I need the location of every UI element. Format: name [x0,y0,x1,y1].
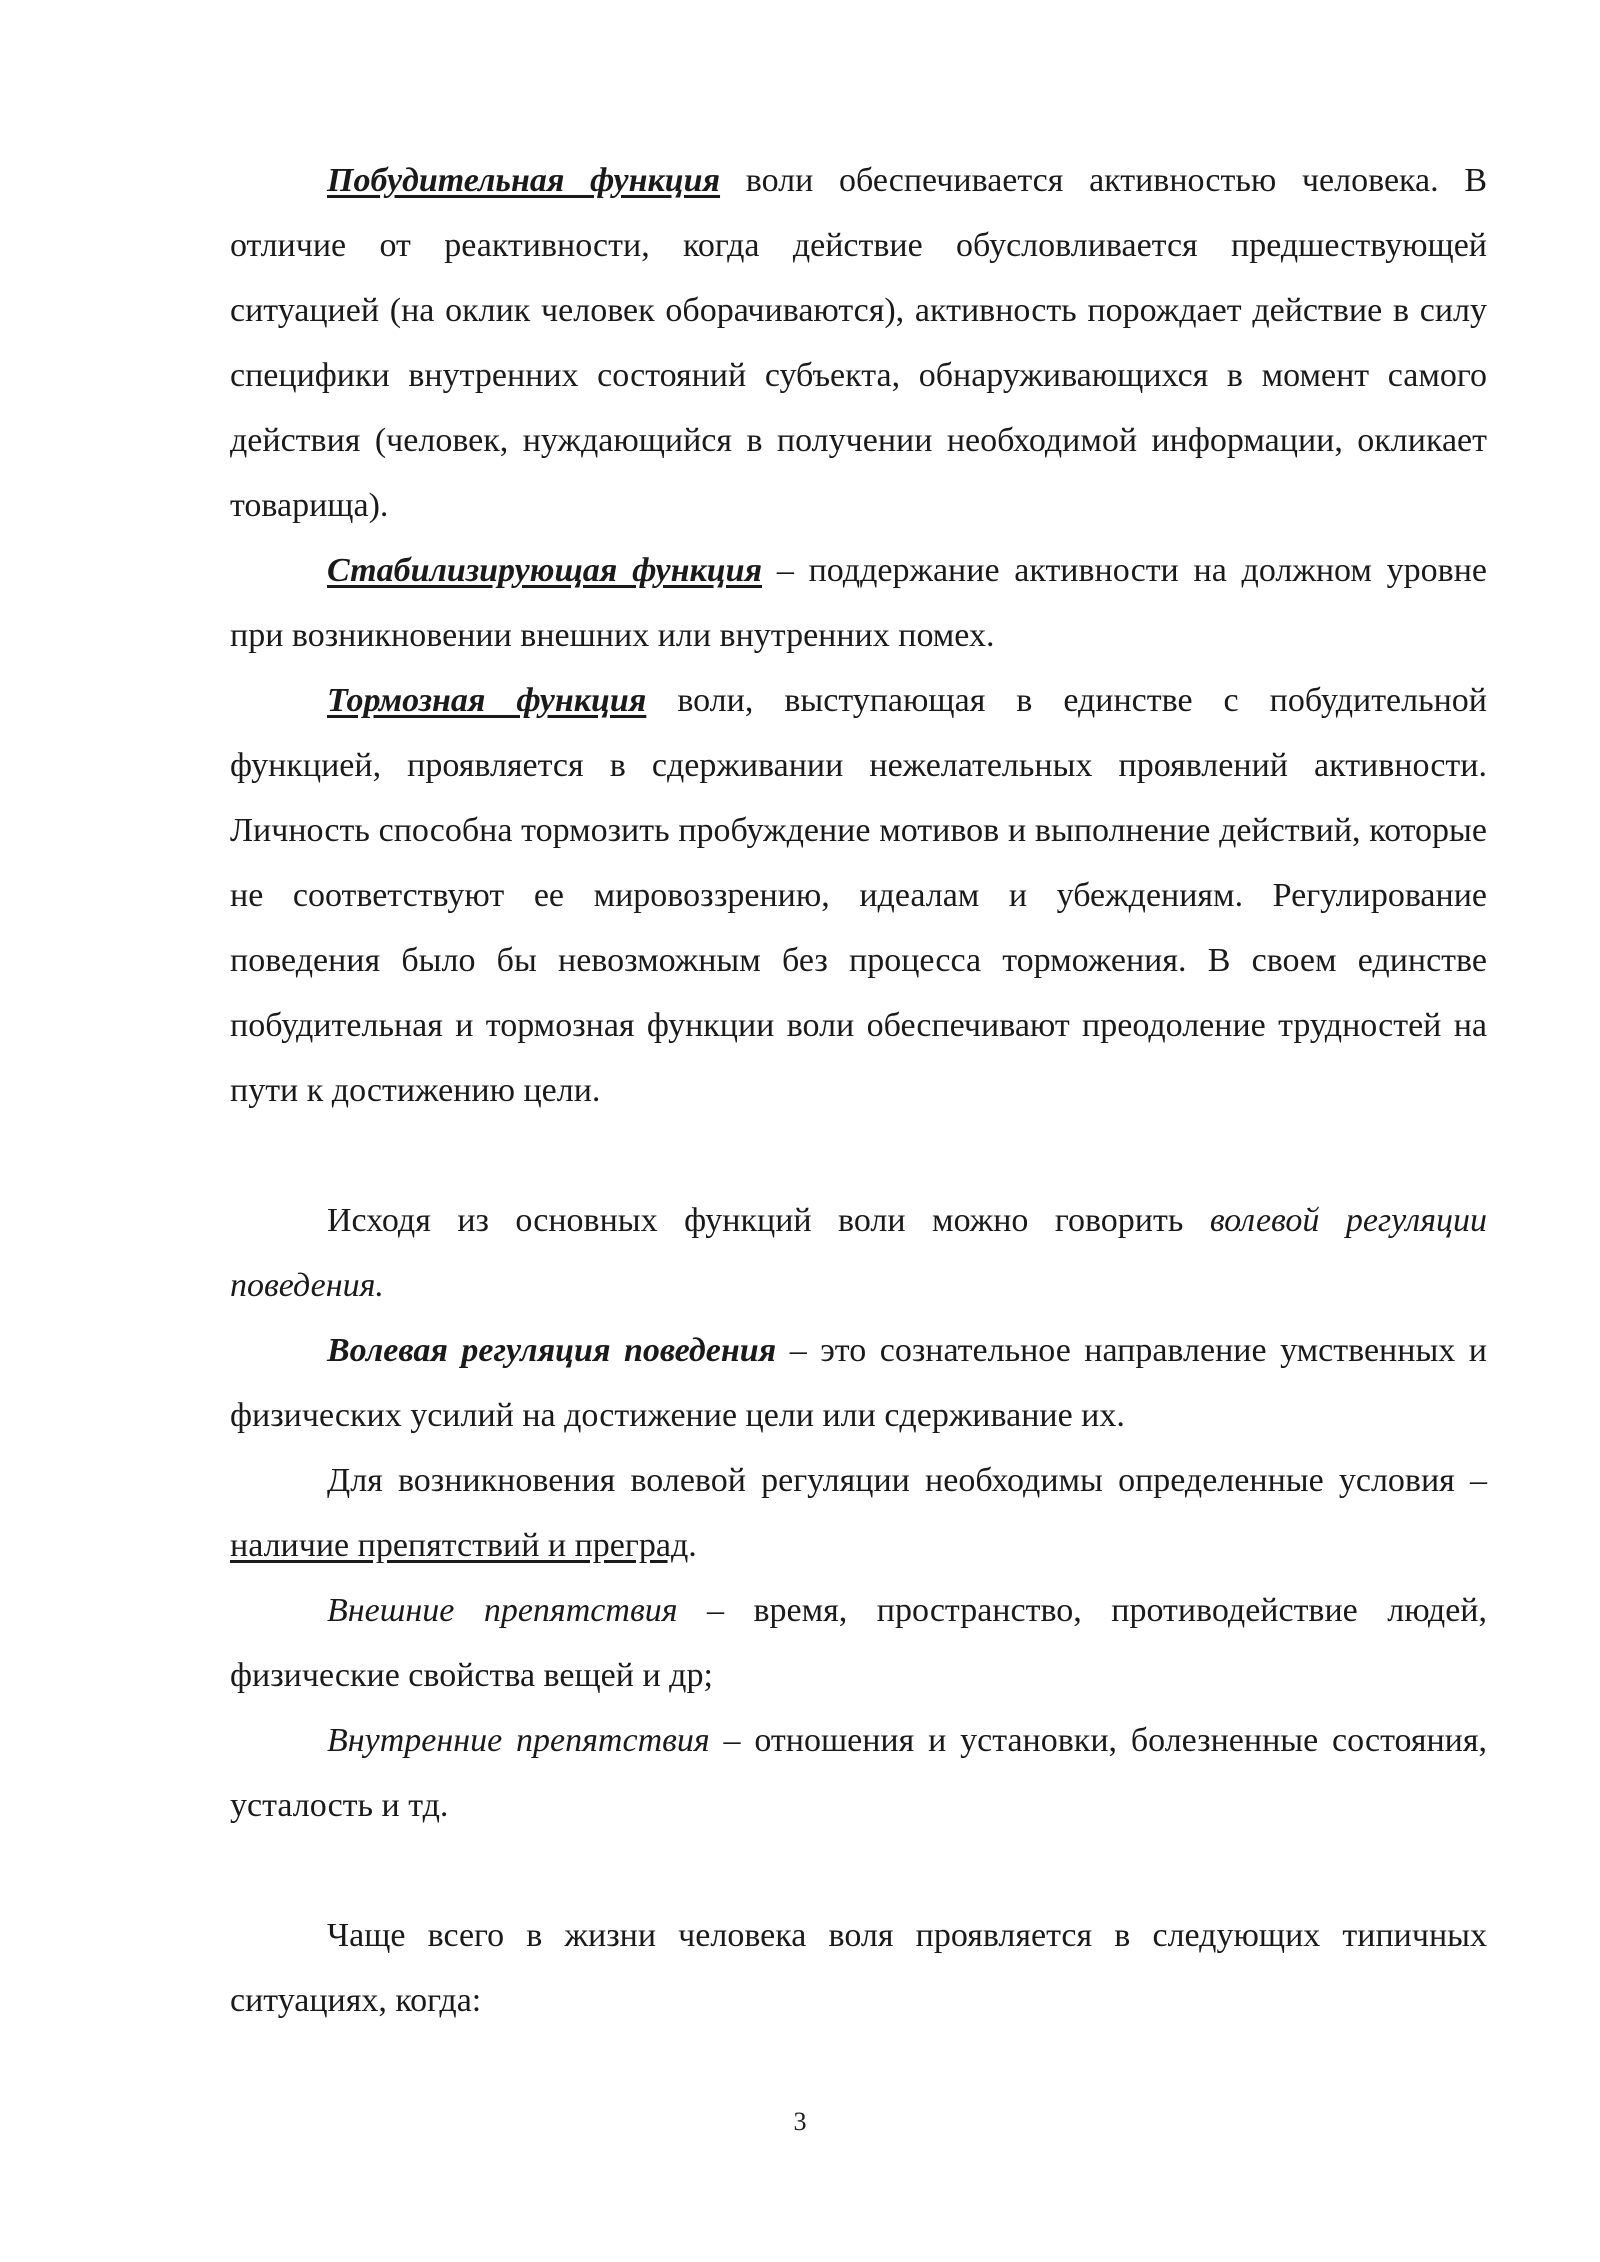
paragraph-spacer [230,1838,1487,1903]
paragraph-spacer [230,1123,1487,1188]
paragraph-inhibitory-function [230,668,1487,1123]
paragraph-volitional-regulation-intro [230,1188,1487,1318]
paragraph-text: – отношения и установки, болезненные состояния, усталость и тд. [230,1722,1487,1824]
paragraph-text: воли, выступающая в единстве с побудительной функцией, проявляется в сдерживании нежелательных проявлений активности. Личность способна тормозить пробуждение мотивов и выполнение действий, которые не соответствуют ее мировоззрению, идеалам и убеждениям. Регулирование поведения было бы невозможным без процесса торможения. В своем единстве побудительная и тормозная функции воли обеспечивают преодоление трудностей на пути к достижению цели. [230,682,1487,1109]
paragraph-end: . [688,1527,697,1564]
paragraph-typical-situations [230,1903,1487,2033]
term-motivating-function: Побудительная функция [327,162,721,199]
paragraph-text: Чаще всего в жизни человека воля проявляется в следующих типичных ситуациях, когда: [230,1917,1487,2019]
paragraph-text: – поддержание активности на должном уровне при возникновении внешних или внутренних помех. [230,552,1487,654]
term-internal-obstacles: Внутренние препятствия [327,1722,710,1759]
italic-phrase: волевой регуляции поведения. [230,1202,1487,1304]
paragraph-internal-obstacles [230,1708,1487,1838]
term-inhibitory-function: Тормозная функция [327,682,647,719]
term-volitional-regulation: Волевая регуляция поведения [327,1332,777,1369]
paragraph-motivating-function [230,148,1487,538]
page-body [230,148,1487,2033]
paragraph-text: Исходя из основных функций воли можно говорить [327,1202,1210,1239]
term-stabilizing-function: Стабилизирующая функция [327,552,763,589]
underlined-phrase: наличие препятствий и преград [230,1527,689,1564]
paragraph-text: – время, пространство, противодействие людей, физические свойства вещей и др; [230,1592,1487,1694]
paragraph-text: воли обеспечивается активностью человека. В отличие от реактивности, когда действие обусловливается предшествующей ситуацией (на оклик человек оборачиваются), активность порождает действие в силу специфики внутренних состояний субъекта, обнаруживающихся в момент самого действия (человек, нуждающийся в получении необходимой информации, окликает товарища). [230,162,1488,524]
paragraph-text: – это сознательное направление умственных и физических усилий на достижение цели или сдерживание их. [230,1332,1487,1434]
paragraph-stabilizing-function [230,538,1487,668]
paragraph-volitional-regulation-definition [230,1318,1487,1448]
paragraph-external-obstacles [230,1578,1487,1708]
paragraph-text: Для возникновения волевой регуляции необходимы определенные условия – [327,1462,1487,1499]
page-number: 3 [793,2107,807,2136]
term-external-obstacles: Внешние препятствия [327,1592,678,1629]
paragraph-conditions [230,1448,1487,1578]
